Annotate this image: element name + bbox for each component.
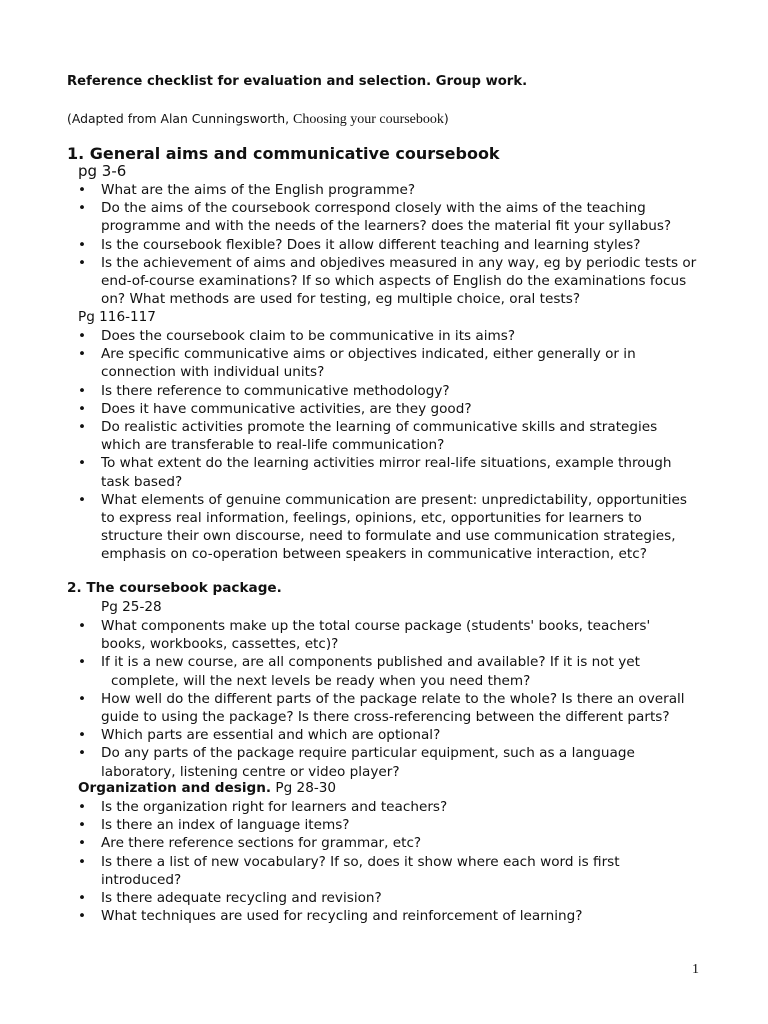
organization-title: Organization and design. [78, 780, 272, 796]
organization-heading [78, 780, 336, 796]
list-item: • Is there reference to communicative methodology? [78, 382, 698, 400]
section-1-pages-b: Pg 116-117 [78, 309, 156, 325]
list-item-continuation: complete, will the next levels be ready when you need them? [111, 672, 531, 689]
list-item: • What are the aims of the English programme? [78, 181, 698, 199]
list-item: • How well do the different parts of the package relate to the whole? Is there an overall guide to using the package? Is there cross-referencing between the different parts? [78, 690, 698, 726]
list-item: • Do the aims of the coursebook correspond closely with the aims of the teaching programme and with the needs of the learners? does the material fit your syllabus? [78, 199, 698, 235]
list-item: • Are there reference sections for grammar, etc? [78, 834, 698, 852]
list-item: • Does it have communicative activities, are they good? [78, 400, 698, 418]
list-item: • Is the achievement of aims and objedives measured in any way, eg by periodic tests or end-of-course examinations? If so which aspects of English do the examinations focus on? What methods are used for testing, eg multiple choice, oral tests? [78, 254, 698, 309]
section-2-heading: 2. The coursebook package. [67, 580, 282, 596]
list-item: • Is there adequate recycling and revision? [78, 889, 698, 907]
list-item: • Is the coursebook flexible? Does it allow different teaching and learning styles? [78, 236, 698, 254]
attribution-prefix: (Adapted from Alan Cunningsworth, [67, 111, 294, 126]
source-attribution [67, 111, 449, 128]
list-item: • Do realistic activities promote the learning of communicative skills and strategies which are transferable to real-life communication? [78, 418, 698, 454]
list-item: • What elements of genuine communication are present: unpredictability, opportunities to express real information, feelings, opinions, etc, opportunities for learners to structure their own discourse, need to formulate and use communication strategies, emphasis on co-operation between speakers in communicative interaction, etc? [78, 491, 698, 564]
section-2-pages-a: Pg 25-28 [101, 599, 162, 615]
list-item: • Are specific communicative aims or objectives indicated, either generally or in connection with individual units? [78, 345, 698, 381]
list-item: • What techniques are used for recycling and reinforcement of learning? [78, 907, 698, 925]
list-item: • Do any parts of the package require particular equipment, such as a language laboratory, listening centre or video player? [78, 744, 698, 780]
section-1-list-b [78, 327, 698, 564]
organization-pages: Pg 28-30 [271, 780, 337, 796]
document-title: Reference checklist for evaluation and selection. Group work. [67, 74, 528, 89]
list-item: • To what extent do the learning activities mirror real-life situations, example through task based? [78, 454, 698, 490]
list-item: • What components make up the total course package (students' books, teachers' books, workbooks, cassettes, etc)? [78, 617, 698, 653]
list-item: • Is the organization right for learners and teachers? [78, 798, 698, 816]
list-item: • If it is a new course, are all components published and available? If it is not yet [78, 653, 698, 671]
section-1-pages-a: pg 3-6 [78, 162, 127, 180]
section-2-list-a [78, 617, 698, 781]
page-number: 1 [692, 962, 699, 977]
attribution-suffix: ) [443, 111, 449, 126]
book-title: Choosing your coursebook [293, 112, 444, 127]
list-item: • Is there an index of language items? [78, 816, 698, 834]
section-1-list-a [78, 181, 698, 308]
section-1-heading: 1. General aims and communicative coursebook [67, 144, 500, 163]
list-item: • Is there a list of new vocabulary? If so, does it show where each word is first introduced? [78, 853, 698, 889]
section-2-list-b [78, 798, 698, 925]
list-item: • Does the coursebook claim to be communicative in its aims? [78, 327, 698, 345]
list-item: • Which parts are essential and which are optional? [78, 726, 698, 744]
